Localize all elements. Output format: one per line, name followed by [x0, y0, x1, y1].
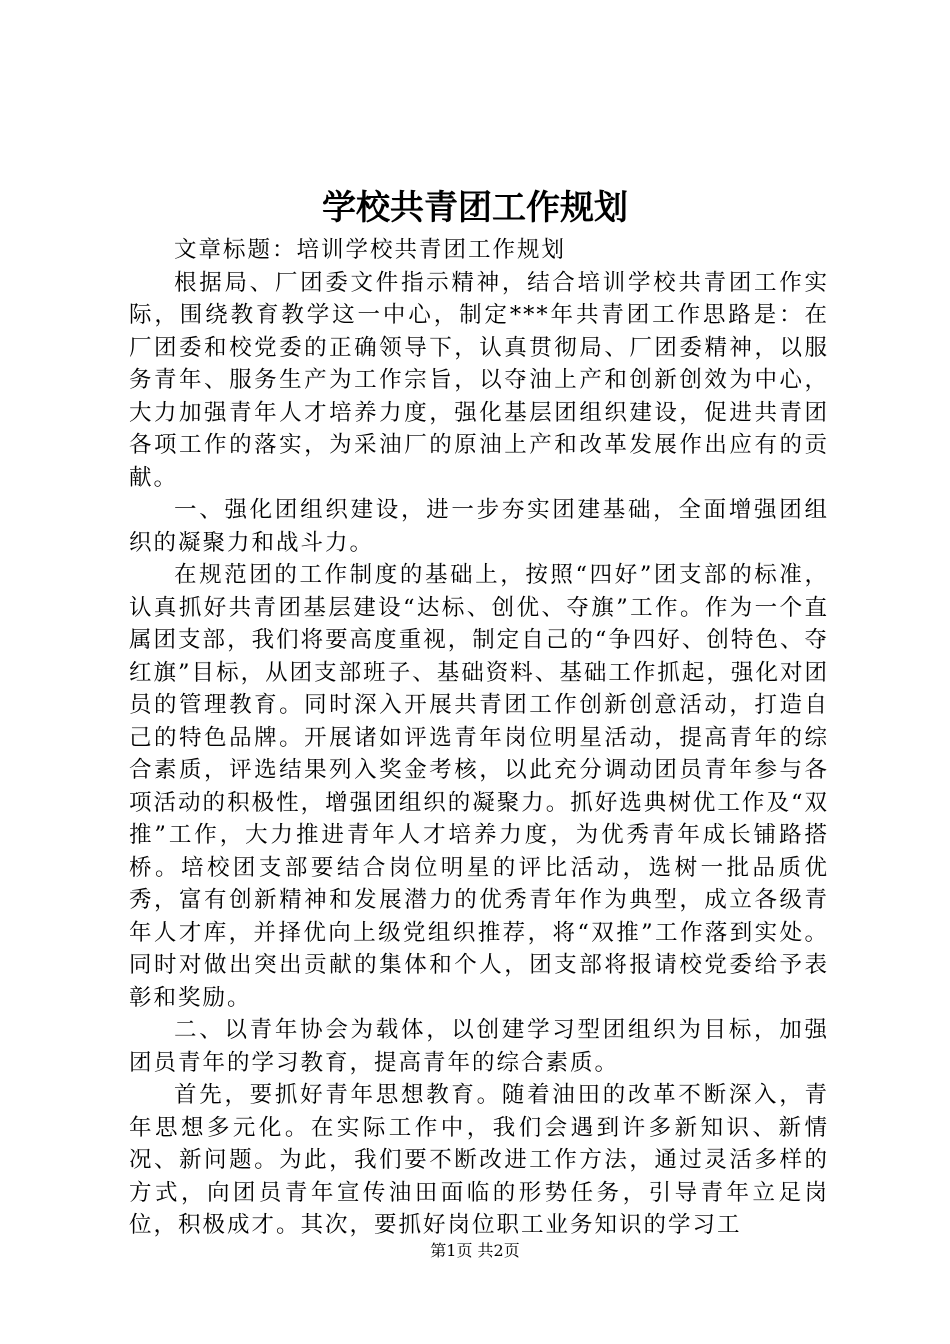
paragraph-section-2: 首先，要抓好青年思想教育。随着油田的改革不断深入，青年思想多元化。在实际工作中，我们会遇到许多新知识、新情况、新问题。为此，我们要不断改进工作方法，通过灵活多样的方式，向团员青年宣传油田面临的形势任务，引导青年立足岗位，积极成才。其次，要抓好岗位职工业务知识的学习工 [129, 1082, 829, 1238]
paragraph-intro: 根据局、厂团委文件指示精神，结合培训学校共青团工作实际，围绕教育教学这一中心，制定***年共青团工作思路是：在厂团委和校党委的正确领导下，认真贯彻局、厂团委精神，以服务青年、服务生产为工作宗旨，以夺油上产和创新创效为中心，大力加强青年人才培养力度，强化基层团组织建设，促进共青团各项工作的落实，为采油厂的原油上产和改革发展作出应有的贡献。 [129, 269, 829, 491]
document-body [129, 234, 829, 1242]
article-title-line: 文章标题：培训学校共青团工作规划 [174, 237, 567, 263]
document-title: 学校共青团工作规划 [322, 188, 628, 228]
section-heading-2: 二、以青年协会为载体，以创建学习型团组织为目标，加强团员青年的学习教育，提高青年的综合素质。 [129, 1017, 829, 1076]
paragraph-section-1: 在规范团的工作制度的基础上，按照“四好”团支部的标准，认真抓好共青团基层建设“达标、创优、夺旗”工作。作为一个直属团支部，我们将要高度重视，制定自己的“争四好、创特色、夺红旗”目标，从团支部班子、基础资料、基础工作抓起，强化对团员的管理教育。同时深入开展共青团工作创新创意活动，打造自己的特色品牌。开展诸如评选青年岗位明星活动，提高青年的综合素质，评选结果列入奖金考核，以此充分调动团员青年参与各项活动的积极性，增强团组织的凝聚力。抓好选典树优工作及“双推”工作，大力推进青年人才培养力度，为优秀青年成长铺路搭桥。培校团支部要结合岗位明星的评比活动，选树一批品质优秀，富有创新精神和发展潜力的优秀青年作为典型，成立各级青年人才库，并择优向上级党组织推荐，将“双推”工作落到实处。同时对做出突出贡献的集体和个人，团支部将报请校党委给予表彰和奖励。 [129, 562, 829, 1011]
section-heading-1: 一、强化团组织建设，进一步夯实团建基础，全面增强团组织的凝聚力和战斗力。 [129, 497, 829, 556]
page-number-footer: 第1页 共2页 [430, 1241, 520, 1260]
